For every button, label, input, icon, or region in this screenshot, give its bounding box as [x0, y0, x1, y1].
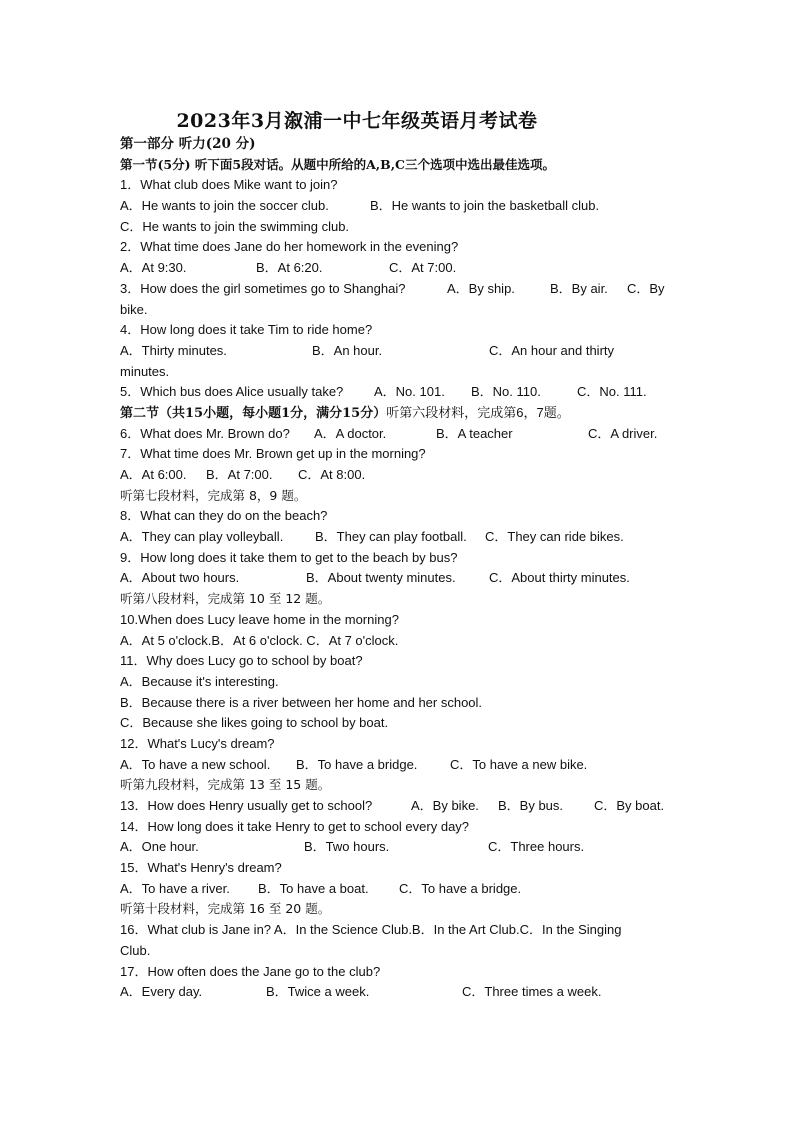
- question-17-options: [120, 982, 676, 1003]
- option-2a: A．At 9:30.: [120, 260, 187, 276]
- option-14a: A．One hour.: [120, 839, 199, 855]
- question-5: 5．Which bus does Alice usually take?: [120, 384, 344, 400]
- option-13c: C．By boat.: [594, 798, 665, 813]
- option-8a: A．They can play volleyball.: [120, 529, 284, 545]
- question-15-options: [120, 879, 676, 900]
- question-6: 6．What does Mr. Brown do?: [120, 425, 290, 441]
- question-3-row: [120, 279, 676, 300]
- option-3a: A．By ship.: [447, 280, 515, 296]
- option-2c: C．At 7:00.: [389, 260, 457, 276]
- option-4c-continued: minutes.: [120, 363, 170, 379]
- option-4b: B．An hour.: [312, 342, 383, 358]
- question-8-options: [120, 527, 676, 548]
- question-10-options: A．At 5 o'clock.B．At 6 o'clock. C．At 7 o'clock.: [120, 632, 399, 648]
- question-13: 13．How does Henry usually get to school?: [120, 798, 373, 813]
- option-2b: B．At 6:20.: [256, 260, 323, 276]
- option-14c: C．Three hours.: [488, 839, 585, 855]
- option-13b: B．By bus.: [498, 798, 564, 813]
- question-10: 10.When does Lucy leave home in the morning?: [120, 611, 399, 627]
- option-1c: C．He wants to join the swimming club.: [120, 218, 350, 234]
- part1-heading: 第一部分 听力(20 分): [120, 136, 256, 152]
- question-8: 8．What can they do on the beach?: [120, 508, 328, 524]
- option-11a: A．Because it's interesting.: [120, 673, 279, 689]
- option-9a: A．About two hours.: [120, 570, 240, 586]
- option-12c: C．To have a new bike.: [450, 756, 588, 772]
- option-1b: B．He wants to join the basketball club.: [370, 198, 600, 214]
- option-6b: B．A teacher: [436, 425, 513, 441]
- option-5c: C．No. 111.: [577, 384, 647, 400]
- material-7-instruction: 听第七段材料，完成第 8，9 题。: [120, 487, 307, 503]
- section2-instruction-rest: 听第六段材料，完成第6，7题。: [386, 404, 570, 420]
- question-14: 14．How long does it take Henry to get to school every day?: [120, 818, 470, 834]
- option-3b: B．By air.: [550, 280, 608, 296]
- option-6c: C．A driver.: [588, 425, 658, 441]
- option-13a: A．By bike.: [411, 798, 479, 813]
- material-8-instruction: 听第八段材料，完成第 10 至 12 题。: [120, 591, 331, 607]
- question-12: 12．What's Lucy's dream?: [120, 735, 275, 751]
- option-4c: C．An hour and thirty: [489, 342, 615, 358]
- question-6-row: [120, 424, 676, 445]
- option-8c: C．They can ride bikes.: [485, 529, 624, 545]
- question-16: 16．What club is Jane in? A．In the Science Club.B．In the Art Club.C．In the Singing: [120, 922, 622, 938]
- question-17: 17．How often does the Jane go to the club?: [120, 963, 381, 979]
- question-4: 4．How long does it take Tim to ride home?: [120, 322, 373, 338]
- question-1-options: [120, 196, 676, 217]
- option-3c: C．By: [627, 280, 665, 296]
- question-14-options: [120, 837, 676, 858]
- exam-title: 2023年3月溆浦一中七年级英语月考试卷: [176, 110, 538, 132]
- section2-instruction: [120, 403, 676, 424]
- question-1: 1．What club does Mike want to join?: [120, 177, 338, 193]
- option-11c: C．Because she likes going to school by boat.: [120, 715, 389, 731]
- question-3: 3．How does the girl sometimes go to Shanghai?: [120, 280, 406, 296]
- section2-instruction-bold: 第二节（共15小题，每小题1分，满分15分）: [120, 405, 387, 421]
- exam-content: [120, 134, 676, 1003]
- option-5b: B．No. 110.: [471, 384, 541, 400]
- option-4a: A．Thirty minutes.: [120, 342, 227, 358]
- question-9-options: [120, 568, 676, 589]
- option-6a: A．A doctor.: [314, 425, 387, 441]
- option-7a: A．At 6:00.: [120, 467, 187, 482]
- option-1a: A．He wants to join the soccer club.: [120, 198, 329, 214]
- question-12-options: [120, 755, 676, 776]
- question-11: 11．Why does Lucy go to school by boat?: [120, 653, 363, 669]
- option-17b: B．Twice a week.: [266, 984, 370, 1000]
- option-3c-continued: bike.: [120, 301, 148, 317]
- question-13-row: [120, 796, 676, 817]
- question-9: 9．How long does it take them to get to the beach by bus?: [120, 549, 458, 565]
- option-7c: C．At 8:00.: [298, 467, 366, 482]
- option-15c: C．To have a bridge.: [399, 880, 522, 896]
- question-2: 2．What time does Jane do her homework in the evening?: [120, 239, 459, 255]
- question-16-continued: Club.: [120, 942, 151, 958]
- material-9-instruction: 听第九段材料，完成第 13 至 15 题。: [120, 777, 331, 793]
- option-5a: A．No. 101.: [374, 384, 445, 400]
- option-12a: A．To have a new school.: [120, 756, 271, 772]
- question-2-options: [120, 258, 676, 279]
- option-15b: B．To have a boat.: [258, 880, 369, 896]
- question-4-options: [120, 341, 676, 362]
- question-5-row: [120, 382, 676, 403]
- option-9c: C．About thirty minutes.: [489, 570, 630, 586]
- option-11b: B．Because there is a river between her home and her school.: [120, 694, 483, 710]
- option-17c: C．Three times a week.: [462, 984, 602, 1000]
- option-9b: B．About twenty minutes.: [306, 570, 456, 586]
- question-7: 7．What time does Mr. Brown get up in the morning?: [120, 446, 426, 462]
- question-7-options: [120, 465, 676, 486]
- option-7b: B．At 7:00.: [206, 467, 273, 482]
- section1-instruction: 第一节(5分) 听下面5段对话。从题中所给的A,B,C三个选项中选出最佳选项。: [120, 156, 555, 172]
- option-12b: B．To have a bridge.: [296, 756, 418, 772]
- option-17a: A．Every day.: [120, 984, 203, 1000]
- option-15a: A．To have a river.: [120, 880, 230, 896]
- material-10-instruction: 听第十段材料，完成第 16 至 20 题。: [120, 901, 331, 917]
- option-8b: B．They can play football.: [315, 529, 467, 545]
- question-15: 15．What's Henry's dream?: [120, 860, 282, 876]
- option-14b: B．Two hours.: [304, 839, 390, 855]
